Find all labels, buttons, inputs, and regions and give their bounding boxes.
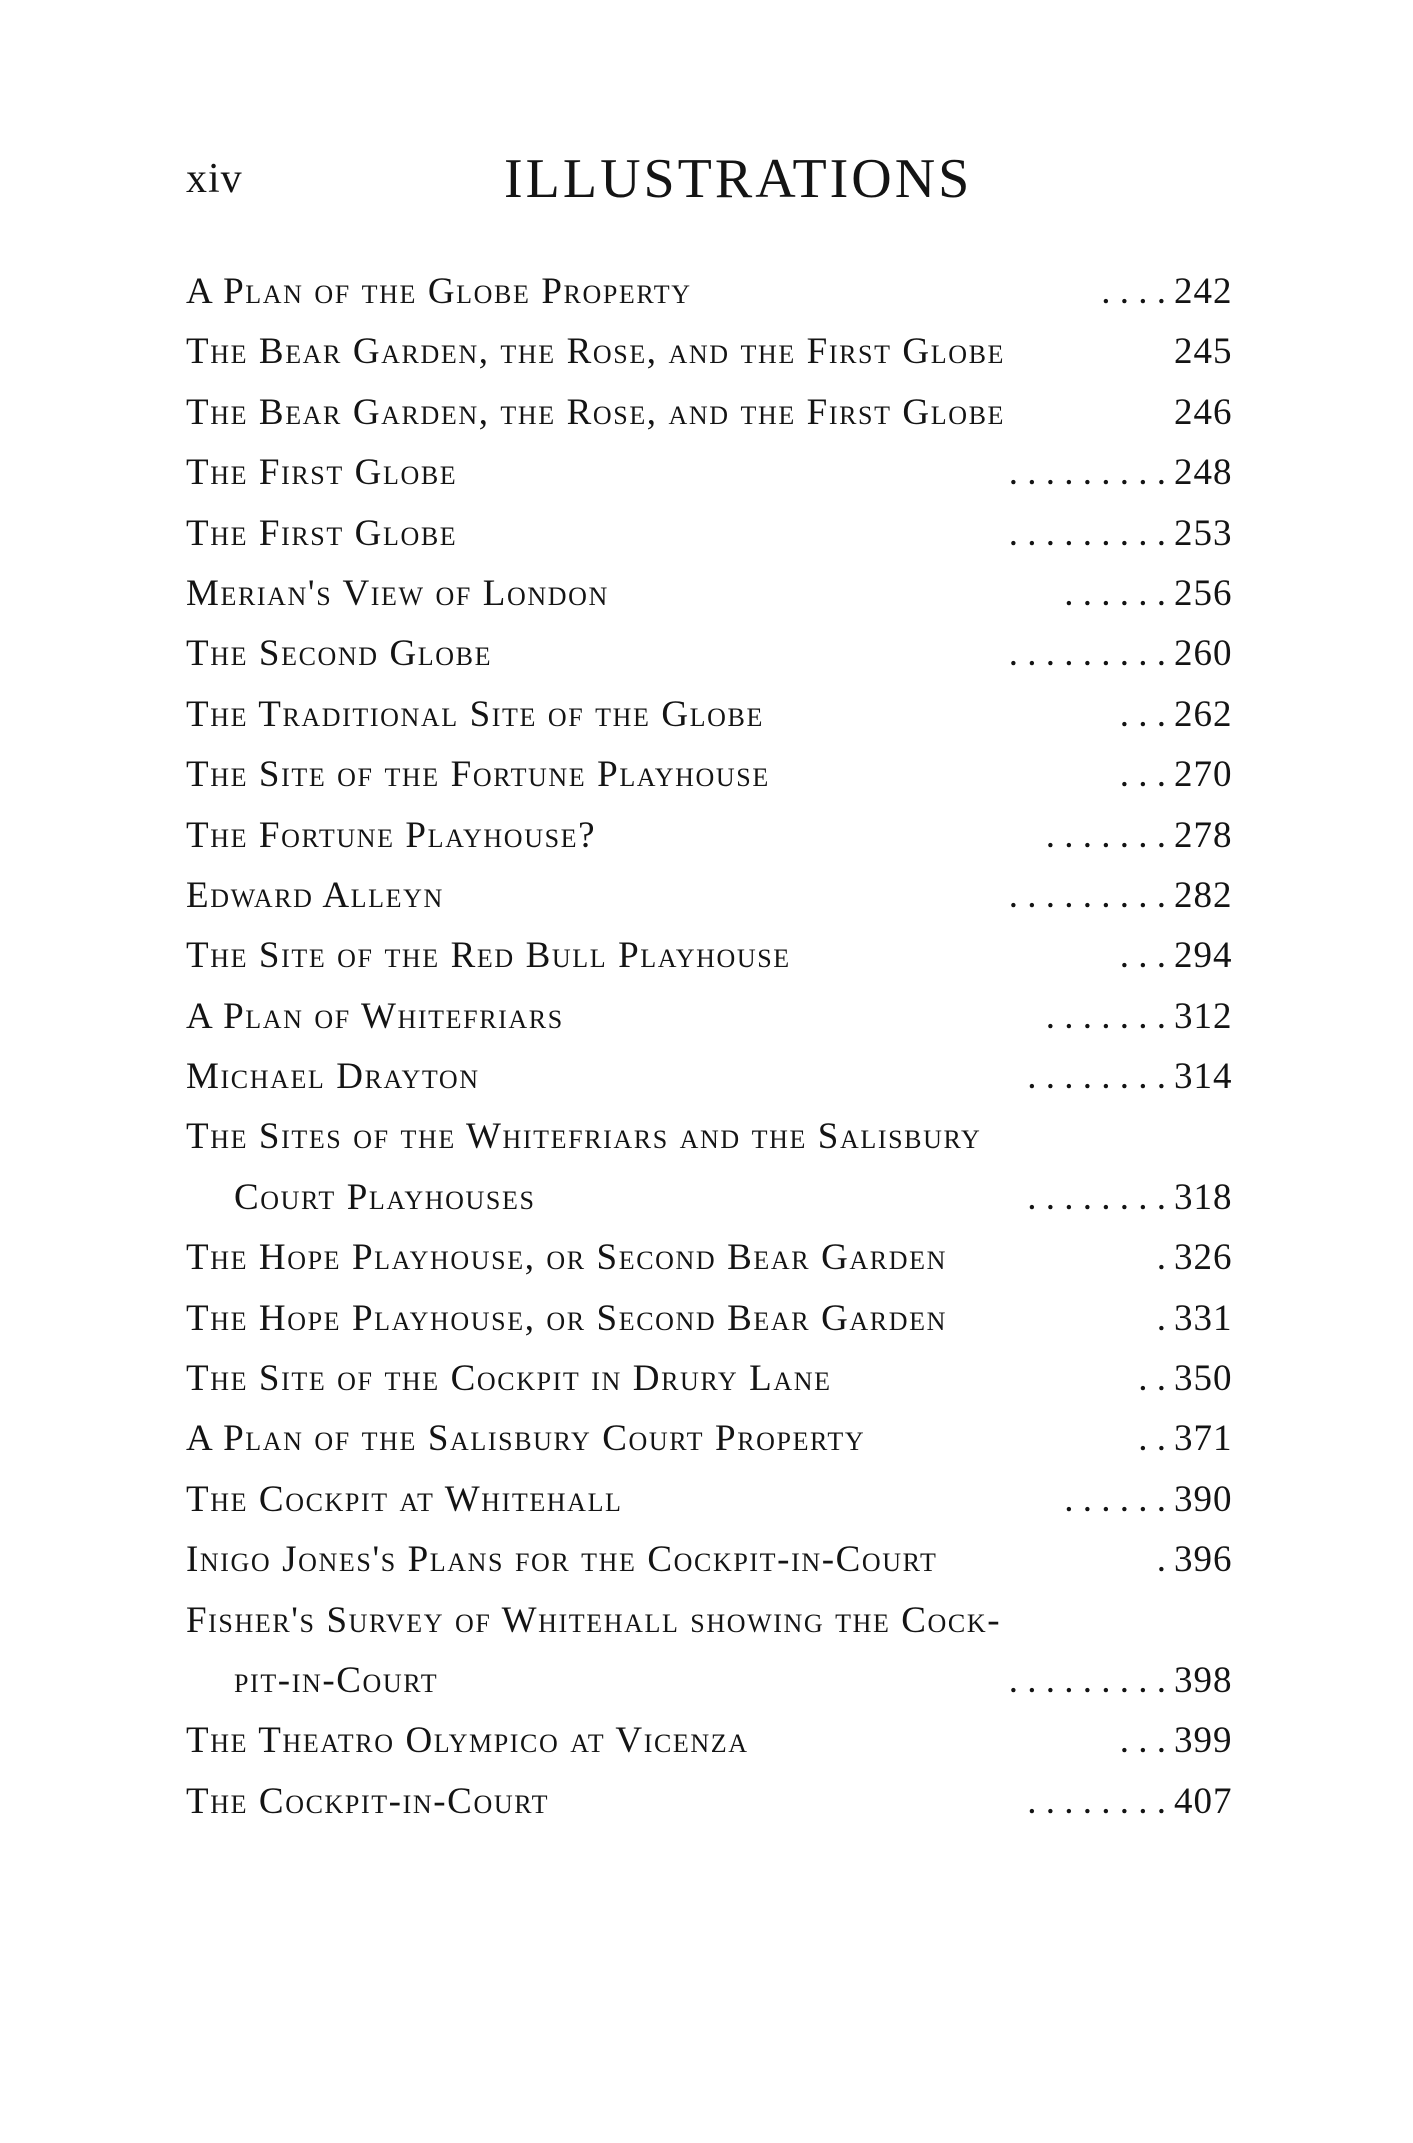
entry-page-number: 245 [1174,331,1233,373]
list-item [186,1107,1246,1167]
dot-leader: . . . . . . [1064,1478,1166,1520]
entry-title: Edward Alleyn [186,874,444,916]
entry-title: The Site of the Fortune Playhouse [186,754,770,796]
entry-title: The Hope Playhouse, or Second Bear Garden [186,1237,947,1279]
list-item [186,624,1246,684]
list-item [186,1772,1246,1832]
list-item [186,987,1246,1047]
entry-title: The Traditional Site of the Globe [186,693,764,735]
list-item [186,504,1246,564]
list-item [186,383,1246,443]
list-item [186,1409,1246,1469]
dot-leader: . . . . . . . . . [1008,633,1166,675]
page-title: ILLUSTRATIONS [504,148,973,210]
entry-page-number: 398 [1174,1659,1233,1701]
entry-page-number: 246 [1174,391,1233,433]
list-item [186,322,1246,382]
dot-leader: . . . . . . . . . [1008,874,1166,916]
entry-page-number: 407 [1174,1780,1233,1822]
entry-title: The Bear Garden, the Rose, and the First Globe [186,331,1006,373]
entry-title: The Site of the Red Bull Playhouse [186,935,791,977]
list-item [186,866,1246,926]
entry-page-number: 396 [1174,1539,1233,1581]
entry-title: Inigo Jones's Plans for the Cockpit-in-Court [186,1539,938,1581]
entry-page-number: 282 [1174,874,1233,916]
list-item [186,1168,1246,1228]
entry-title: A Plan of the Globe Property [186,271,692,312]
list-item [186,1530,1246,1590]
entry-title: The Theatro Olympico at Vicenza [186,1720,749,1762]
entry-title: pit-in-Court [234,1659,439,1701]
entry-page-number: 294 [1174,935,1233,977]
list-item [186,685,1246,745]
entry-page-number: 256 [1174,572,1233,614]
list-item [186,806,1246,866]
list-item [186,745,1246,805]
entry-page-number: 278 [1174,814,1233,856]
entry-title: The First Globe [186,512,458,554]
entry-page-number: 326 [1174,1237,1233,1279]
entry-title: Michael Drayton [186,1056,480,1098]
entry-page-number: 331 [1174,1297,1233,1339]
list-item [186,1349,1246,1409]
dot-leader: . . . . . . . [1045,814,1166,856]
dot-leader: . [1156,1297,1166,1339]
list-item [186,262,1246,322]
page-number: xiv [186,156,243,202]
dot-leader: . . [1138,1358,1166,1400]
entry-page-number: 262 [1174,693,1233,735]
entry-title: A Plan of the Salisbury Court Property [186,1418,866,1460]
entry-title: The First Globe [186,452,458,494]
list-item [186,1651,1246,1711]
dot-leader: . . [1138,1418,1166,1460]
entry-title: The Second Globe [186,633,493,675]
list-item [186,1711,1246,1771]
dot-leader: . . . . . . . . . [1008,452,1166,494]
entry-page-number: 350 [1174,1358,1233,1400]
entry-page-number: 399 [1174,1720,1233,1762]
entry-title: The Cockpit at Whitehall [186,1478,623,1520]
entry-title: Merian's View of London [186,572,609,614]
list-item [186,1289,1246,1349]
page-header [186,148,1266,225]
list-item [186,1591,1246,1651]
dot-leader: . . . [1119,754,1166,796]
dot-leader: . . . [1119,693,1166,735]
dot-leader: . . . . . . . . [1027,1780,1166,1822]
entry-page-number: 253 [1174,512,1233,554]
entry-page-number: 314 [1174,1056,1233,1098]
dot-leader: . . . . . . . . . [1008,1659,1166,1701]
entry-page-number: 312 [1174,995,1233,1037]
dot-leader: . . . . . . . [1045,995,1166,1037]
dot-leader: . [1156,1539,1166,1581]
list-item [186,1228,1246,1288]
list-item [186,1047,1246,1107]
illustrations-list [186,262,1246,1832]
entry-page-number: 318 [1174,1176,1233,1218]
dot-leader: . . . . . . . . [1027,1176,1166,1218]
entry-title: Court Playhouses [234,1176,536,1218]
dot-leader: . . . [1119,935,1166,977]
entry-title: A Plan of Whitefriars [186,995,564,1037]
entry-page-number: 248 [1174,452,1233,494]
dot-leader: . . . . . . [1064,572,1166,614]
entry-title: The Site of the Cockpit in Drury Lane [186,1358,832,1400]
dot-leader: . [1156,1237,1166,1279]
list-item [186,443,1246,503]
dot-leader: . . . [1119,1720,1166,1762]
entry-title: The Cockpit-in-Court [186,1780,550,1822]
entry-title: The Hope Playhouse, or Second Bear Garden [186,1297,947,1339]
entry-page-number: 260 [1174,633,1233,675]
entry-title: The Fortune Playhouse? [186,814,597,856]
entry-page-number: 270 [1174,754,1233,796]
dot-leader: . . . . [1101,271,1166,312]
list-item [186,564,1246,624]
entry-page-number: 371 [1174,1418,1233,1460]
entry-title: The Bear Garden, the Rose, and the First Globe [186,391,1006,433]
dot-leader: . . . . . . . . . [1008,512,1166,554]
entry-title: Fisher's Survey of Whitehall showing the Cock- [186,1599,1002,1641]
list-item [186,926,1246,986]
list-item [186,1470,1246,1530]
entry-title: The Sites of the Whitefriars and the Salisbury [186,1116,982,1158]
entry-page-number: 390 [1174,1478,1233,1520]
entry-page-number: 242 [1174,271,1233,312]
dot-leader: . . . . . . . . [1027,1056,1166,1098]
